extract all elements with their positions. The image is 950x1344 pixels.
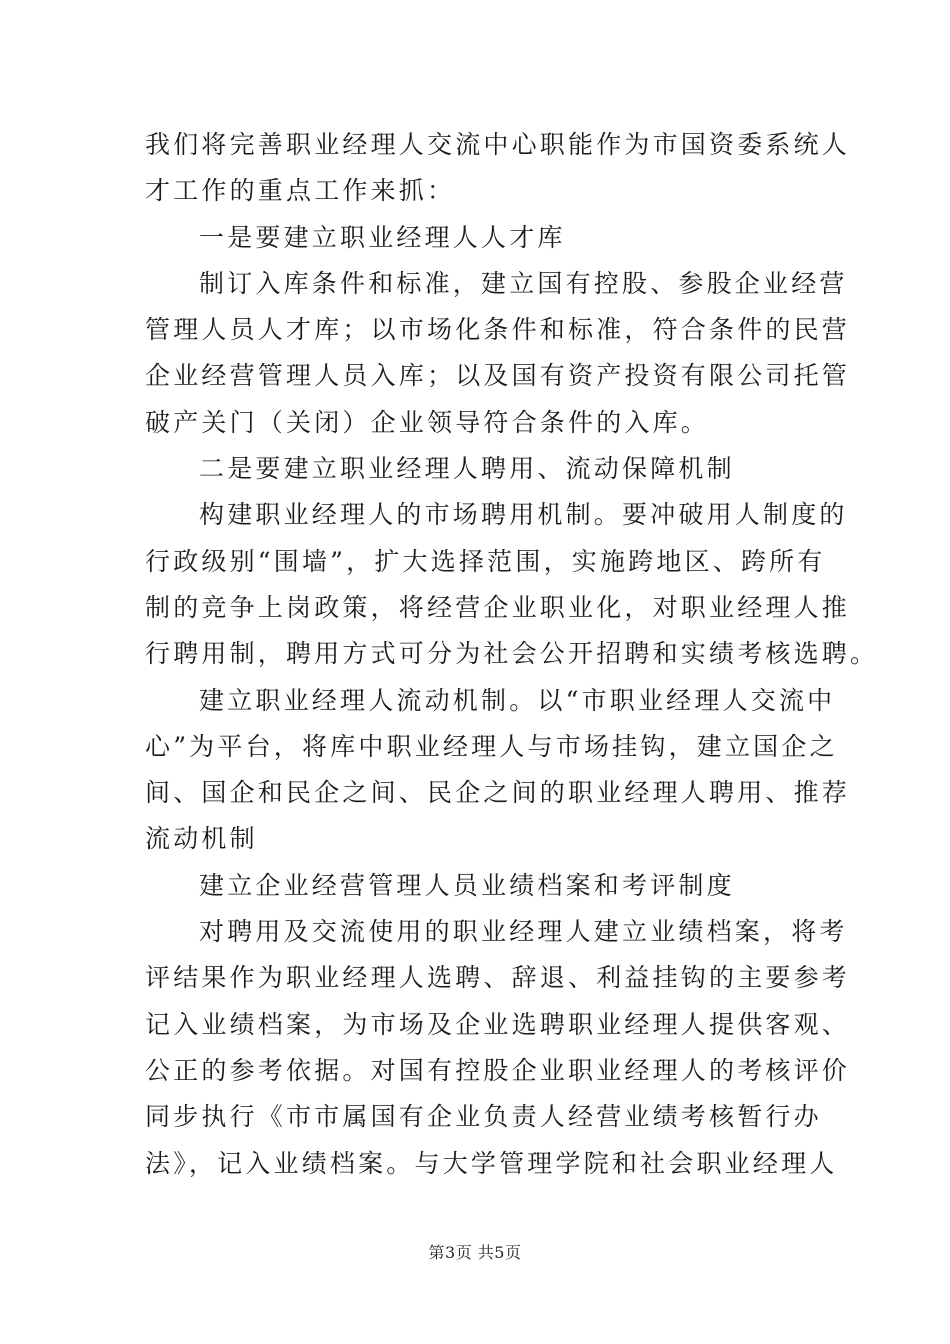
text-line: 对聘用及交流使用的职业经理人建立业绩档案，将考	[199, 917, 848, 947]
text-line: 记入业绩档案，为市场及企业选聘职业经理人提供客观、	[145, 1009, 851, 1039]
text-line: 企业经营管理人员入库；以及国有资产投资有限公司托管	[145, 361, 851, 391]
text-line: 一是要建立职业经理人人才库	[199, 222, 566, 252]
text-line: 我们将完善职业经理人交流中心职能作为市国资委系统人	[145, 130, 851, 159]
text-line: 行聘用制，聘用方式可分为社会公开招聘和实绩考核选聘。	[145, 639, 879, 669]
text-line: 间、国企和民企之间、民企之间的职业经理人聘用、推荐	[145, 778, 851, 808]
text-line: 评结果作为职业经理人选聘、辞退、利益挂钩的主要参考	[145, 963, 851, 993]
text-line: 同步执行《市市属国有企业负责人经营业绩考核暂行办	[145, 1102, 822, 1132]
text-line: 行政级别“围墙”，扩大选择范围，实施跨地区、跨所有	[145, 546, 826, 576]
text-line: 流动机制	[145, 824, 258, 854]
text-line: 二是要建立职业经理人聘用、流动保障机制	[199, 454, 735, 484]
text-line: 心”为平台，将库中职业经理人与市场挂钩，建立国企之	[145, 731, 838, 761]
text-line: 制订入库条件和标准，建立国有控股、参股企业经营	[199, 268, 848, 298]
text-line: 建立职业经理人流动机制。以“市职业经理人交流中	[199, 685, 836, 715]
text-line: 制的竞争上岗政策，将经营企业职业化，对职业经理人推	[145, 592, 851, 622]
text-line: 管理人员人才库；以市场化条件和标准，符合条件的民营	[145, 315, 851, 345]
text-line: 建立企业经营管理人员业绩档案和考评制度	[199, 870, 735, 900]
text-line: 破产关门（关闭）企业领导符合条件的入库。	[145, 407, 710, 437]
page-footer: 第3页 共5页	[428, 1243, 522, 1262]
document-body	[145, 122, 879, 1187]
text-line: 法》，记入业绩档案。与大学管理学院和社会职业经理人	[145, 1148, 838, 1178]
text-line: 公正的参考依据。对国有控股企业职业经理人的考核评价	[145, 1055, 851, 1085]
text-line: 才工作的重点工作来抓：	[145, 176, 456, 206]
text-line: 构建职业经理人的市场聘用机制。要冲破用人制度的	[199, 500, 848, 530]
